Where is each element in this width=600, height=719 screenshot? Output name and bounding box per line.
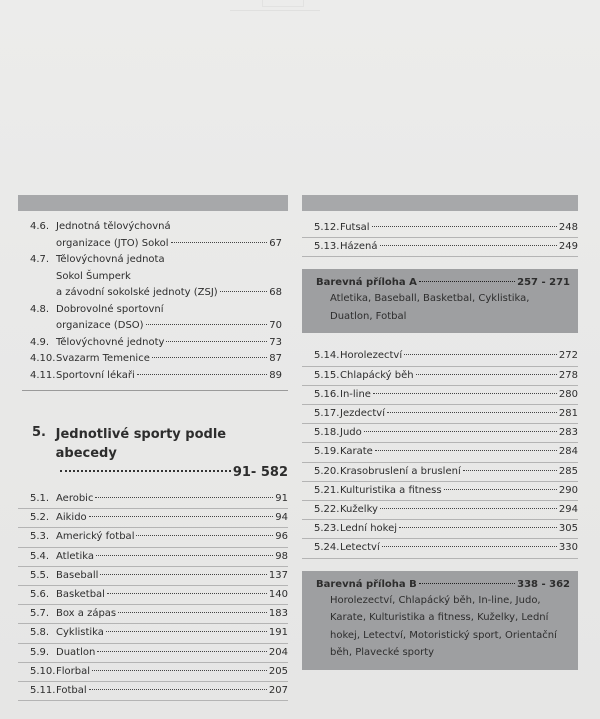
entry-page: 278 <box>558 369 578 381</box>
entry-number: 5.17. <box>314 408 340 420</box>
entry-body <box>340 482 578 500</box>
entry-number: 5.12. <box>314 222 340 233</box>
entry-body <box>56 624 288 642</box>
entry-line <box>56 219 282 236</box>
entry-page: 191 <box>268 627 288 639</box>
entry-line <box>56 252 282 269</box>
entry-body <box>340 463 578 481</box>
entry-title-line: Sportovní lékaři <box>56 369 135 381</box>
dot-leader <box>136 535 273 536</box>
entry-number: 5.1. <box>30 493 50 504</box>
entry-number: 5.21. <box>314 484 340 496</box>
entry-body <box>56 528 288 546</box>
entry-page: 183 <box>268 608 288 620</box>
entry-body <box>340 219 578 237</box>
appendix-b-title: Barevná příloha B <box>316 578 417 590</box>
entry-page: 305 <box>558 523 578 535</box>
entry-number: 5.11. <box>30 685 56 697</box>
toc-entry <box>18 567 288 586</box>
appendix-b-heading <box>316 579 570 590</box>
entry-body <box>340 386 578 404</box>
appendix-b-box <box>302 571 578 670</box>
entry-title-line: organizace (JTO) Sokol <box>56 237 169 249</box>
entry-line <box>56 302 282 319</box>
dot-leader <box>364 431 557 432</box>
toc-entry <box>18 302 288 335</box>
entry-number: 5.7. <box>30 608 50 620</box>
toc-entry <box>18 509 288 528</box>
entry-title: Americký fotbal <box>56 531 135 543</box>
entry-page: 205 <box>268 665 288 677</box>
dot-leader <box>60 470 231 472</box>
entry-title: Fotbal <box>56 685 87 697</box>
entry-body <box>56 663 288 681</box>
entry-page: 248 <box>558 222 578 233</box>
column-header-bar <box>302 195 578 211</box>
entry-page: 330 <box>558 542 578 554</box>
entry-line <box>56 351 282 368</box>
entry-body <box>56 586 288 604</box>
toc-entry <box>18 586 288 605</box>
entry-title: Aerobic <box>56 493 94 504</box>
entry-number: 5.15. <box>314 369 340 381</box>
toc-entry <box>302 238 578 257</box>
entry-number: 5.18. <box>314 427 340 439</box>
dot-leader <box>118 612 267 613</box>
dot-leader <box>171 242 268 243</box>
column-header-bar <box>18 195 288 211</box>
toc-entry <box>302 347 578 366</box>
entry-body <box>340 347 578 365</box>
entry-page: 67 <box>269 237 282 249</box>
entry-title: Karate <box>340 446 373 458</box>
entry-page: 207 <box>268 685 288 697</box>
dot-leader <box>89 516 274 517</box>
entry-body <box>56 219 288 252</box>
entry-line <box>56 236 282 253</box>
toc-entry <box>18 351 288 368</box>
entry-number: 4.9. <box>30 336 50 348</box>
dot-leader <box>444 489 557 490</box>
entry-title: Baseball <box>56 569 99 581</box>
entry-page: 283 <box>558 427 578 439</box>
entry-page: 290 <box>558 484 578 496</box>
entry-body <box>56 682 288 700</box>
entry-body <box>56 302 288 335</box>
dot-leader <box>372 226 557 227</box>
entry-line <box>56 285 282 302</box>
toc-entry <box>18 682 288 701</box>
toc-entry <box>302 219 578 238</box>
dot-leader <box>375 450 557 451</box>
entry-page: 96 <box>275 531 288 543</box>
entry-title-line: Jednotná tělovýchovná <box>56 221 171 232</box>
entry-title: Aikido <box>56 512 87 524</box>
dot-leader <box>380 508 557 509</box>
entry-title-line: Tělovýchovná jednota <box>56 254 165 265</box>
entry-title: Basketbal <box>56 589 105 601</box>
dot-leader <box>220 291 268 292</box>
entry-page: 94 <box>275 512 288 524</box>
entry-title: Futsal <box>340 222 370 233</box>
entry-body <box>56 368 288 385</box>
dot-leader <box>106 631 267 632</box>
toc-entry <box>302 482 578 501</box>
entry-number: 5.23. <box>314 523 340 535</box>
dot-leader <box>382 546 557 547</box>
dot-leader <box>399 527 557 528</box>
entry-number: 5.24. <box>314 542 340 554</box>
entry-number: 5.2. <box>30 512 50 524</box>
entry-title: Lední hokej <box>340 523 398 535</box>
entry-number: 5.22. <box>314 504 340 516</box>
entry-number: 4.6. <box>30 221 50 232</box>
dot-leader <box>404 354 557 355</box>
dot-leader <box>97 651 267 652</box>
entry-page: 137 <box>268 569 288 581</box>
entry-page: 272 <box>558 350 578 362</box>
toc-entry <box>18 605 288 624</box>
entry-page: 87 <box>269 353 282 364</box>
dot-leader <box>89 689 267 690</box>
entry-title: Florbal <box>56 665 91 677</box>
entry-page: 281 <box>558 408 578 420</box>
dot-leader <box>416 374 557 375</box>
toc-entry <box>18 252 288 302</box>
section-4-entries <box>18 219 288 391</box>
toc-entry <box>302 405 578 424</box>
entry-number: 5.3. <box>30 531 50 543</box>
chapter-number: 5. <box>32 425 46 440</box>
entry-body <box>56 252 288 302</box>
entry-page: 89 <box>269 369 282 381</box>
entry-body <box>340 501 578 519</box>
dot-leader <box>92 670 267 671</box>
toc-entry <box>302 367 578 386</box>
sports-list-right-a <box>302 219 578 257</box>
dot-leader <box>380 245 557 246</box>
dot-leader <box>166 341 267 342</box>
appendix-a-description: Atletika, Baseball, Basketbal, Cyklistika, Duatlon, Fotbal <box>330 293 530 322</box>
entry-body <box>340 520 578 538</box>
entry-title: Judo <box>340 427 362 439</box>
entry-body <box>56 548 288 566</box>
appendix-a-title: Barevná příloha A <box>316 277 417 289</box>
dot-leader <box>387 412 557 413</box>
entry-title: Házená <box>340 241 378 253</box>
toc-entry <box>302 386 578 405</box>
entry-body <box>340 405 578 423</box>
entry-title: Letectví <box>340 542 380 554</box>
chapter-title: Jednotlivé sporty podle abecedy <box>55 427 227 461</box>
appendix-a-heading <box>316 277 570 288</box>
entry-number: 5.9. <box>30 646 50 658</box>
chapter-heading <box>18 425 288 463</box>
entry-title: In-line <box>340 388 371 400</box>
entry-title: Horolezectví <box>340 350 403 362</box>
faded-header-mark-2 <box>262 0 304 7</box>
toc-entry <box>18 644 288 663</box>
dot-leader <box>100 574 267 575</box>
dot-leader <box>419 583 515 584</box>
entry-title: Kuželky <box>340 504 378 516</box>
entry-page: 249 <box>558 241 578 253</box>
entry-body <box>340 424 578 442</box>
entry-body <box>56 351 288 368</box>
entry-title: Box a zápas <box>56 608 117 620</box>
appendix-a-pages: 257 - 271 <box>517 277 570 289</box>
entry-title-line: organizace (DSO) <box>56 320 144 331</box>
entry-page: 285 <box>558 465 578 477</box>
toc-entry <box>18 624 288 643</box>
dot-leader <box>152 357 267 358</box>
divider-line <box>22 390 288 391</box>
entry-page: 284 <box>558 446 578 458</box>
entry-page: 70 <box>269 320 282 331</box>
entry-page: 98 <box>275 550 288 562</box>
entry-page: 294 <box>558 504 578 516</box>
entry-title: Krasobruslení a bruslení <box>340 465 461 477</box>
appendix-b-pages: 338 - 362 <box>517 578 570 590</box>
appendix-a-box <box>302 269 578 333</box>
entry-number: 4.10. <box>30 353 56 364</box>
toc-entry <box>302 443 578 462</box>
entry-page: 91 <box>275 493 288 504</box>
dot-leader <box>419 281 515 282</box>
sports-list-left <box>18 490 288 701</box>
entry-body <box>340 238 578 256</box>
entry-body <box>56 567 288 585</box>
toc-entry <box>18 219 288 252</box>
entry-title: Chlapácký běh <box>340 369 414 381</box>
dot-leader <box>137 374 268 375</box>
toc-entry <box>18 528 288 547</box>
entry-body <box>56 605 288 623</box>
toc-entry <box>302 424 578 443</box>
entry-number: 5.16. <box>314 388 340 400</box>
entry-page: 280 <box>558 388 578 400</box>
entry-title-line: Sokol Šumperk <box>56 270 131 282</box>
toc-entry <box>302 539 578 558</box>
entry-title: Duatlon <box>56 646 96 658</box>
entry-number: 5.10. <box>30 665 56 677</box>
entry-line <box>56 335 282 352</box>
toc-entry <box>18 490 288 509</box>
toc-left-column <box>18 195 288 701</box>
sports-list-right-b <box>302 347 578 558</box>
entry-number: 4.8. <box>30 303 50 315</box>
entry-line <box>56 318 282 335</box>
dot-leader <box>107 593 267 594</box>
appendix-b-description: Horolezectví, Chlapácký běh, In-line, Judo, Karate, Kulturistika a fitness, Kuželky, Lední hokej, Letectví, Motoristický sport, Orientační běh, Plavecké sporty <box>330 594 557 659</box>
entry-line <box>56 269 282 286</box>
entry-number: 4.7. <box>30 254 50 265</box>
dot-leader <box>463 470 557 471</box>
entry-number: 5.20. <box>314 465 340 477</box>
dot-leader <box>146 324 268 325</box>
entry-number: 4.11. <box>30 369 56 381</box>
toc-entry <box>18 368 288 385</box>
entry-number: 5.4. <box>30 550 50 562</box>
entry-body <box>340 539 578 557</box>
chapter-page-range <box>58 465 288 480</box>
entry-body <box>56 335 288 352</box>
toc-entry <box>18 548 288 567</box>
entry-title: Cyklistika <box>56 627 104 639</box>
toc-entry <box>302 463 578 482</box>
entry-page: 204 <box>268 646 288 658</box>
entry-number: 5.14. <box>314 350 340 362</box>
entry-number: 5.19. <box>314 446 340 458</box>
entry-title-line: Tělovýchovné jednoty <box>56 336 165 348</box>
entry-number: 5.6. <box>30 589 50 601</box>
entry-line <box>56 368 282 385</box>
entry-number: 5.5. <box>30 569 50 581</box>
entry-number: 5.13. <box>314 241 340 253</box>
entry-page: 68 <box>269 287 282 298</box>
entry-body <box>340 443 578 461</box>
toc-right-column <box>302 195 578 684</box>
entry-title-line: a závodní sokolské jednoty (ZSJ) <box>56 287 218 298</box>
entry-title-line: Dobrovolné sportovní <box>56 303 164 315</box>
entry-body <box>56 509 288 527</box>
dot-leader <box>373 393 557 394</box>
entry-page: 140 <box>268 589 288 601</box>
chapter-pages: 91- 582 <box>232 465 288 480</box>
dot-leader <box>95 497 273 498</box>
entry-title: Atletika <box>56 550 94 562</box>
entry-body <box>56 490 288 508</box>
entry-page: 73 <box>269 336 282 348</box>
entry-body <box>56 644 288 662</box>
entry-title: Kulturistika a fitness <box>340 484 442 496</box>
toc-entry <box>302 501 578 520</box>
toc-entry <box>302 520 578 539</box>
entry-title: Jezdectví <box>340 408 385 420</box>
entry-number: 5.8. <box>30 627 50 639</box>
entry-body <box>340 367 578 385</box>
dot-leader <box>96 555 273 556</box>
entry-title-line: Svazarm Temenice <box>56 353 150 364</box>
toc-entry <box>18 335 288 352</box>
toc-entry <box>18 663 288 682</box>
